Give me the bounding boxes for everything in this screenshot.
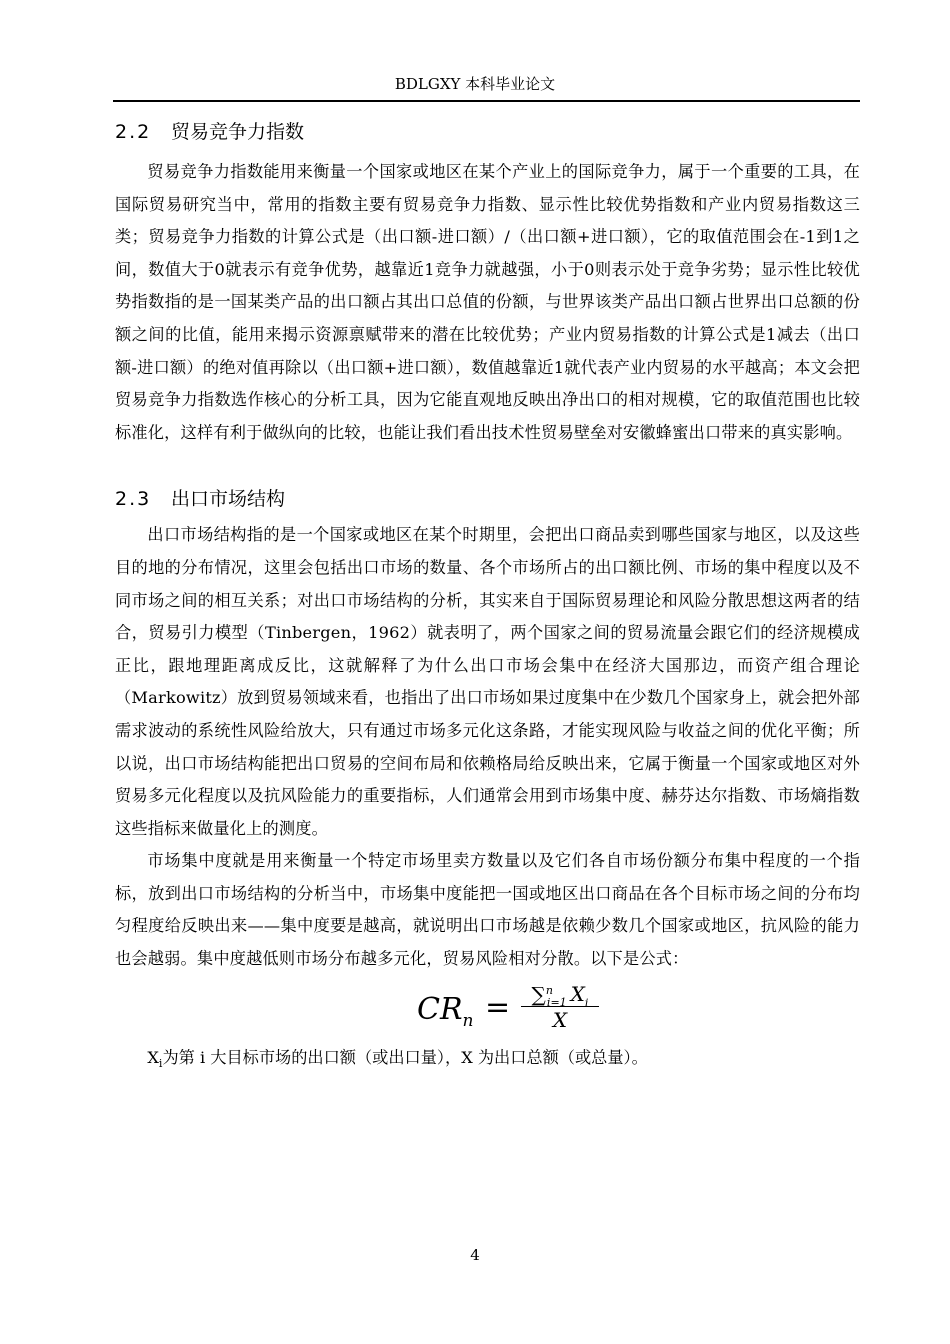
sum-upper-limit: n [545,983,553,997]
body-paragraph: 市场集中度就是用来衡量一个特定市场里卖方数量以及它们各自市场份额分布集中程度的一个指标，放到出口市场结构的分析当中，市场集中度能把一国或地区出口商品在各个目标市场之间的分布均匀程度给反映出来——集中度要是越高，就说明出口市场越是依赖少数几个国家或地区，抗风险的能力也会越弱。集中度越低则市场分布越多元化，贸易风险相对分散。以下是公式： [115,851,860,969]
formula-fraction [519,976,601,1033]
header-rule [113,100,860,102]
page-content [115,118,860,1080]
formula-lhs [417,992,474,1031]
section-title: 贸易竞争力指数 [171,121,305,143]
definition-variable: X [147,1047,159,1067]
sum-term-subscript: i [584,996,589,1010]
formula-equals: = [485,989,511,1025]
section-number: 2.2 [115,121,152,143]
section-number: 2.3 [115,488,152,511]
body-paragraph: 贸易竞争力指数能用来衡量一个国家或地区在某个产业上的国际竞争力，属于一个重要的工具，在国际贸易研究当中，常用的指数主要有贸易竞争力指数、显示性比较优势指数和产业内贸易指数这三类；贸易竞争力指数的计算公式是（出口额-进口额）/（出口额+进口额），它的取值范围会在-1到1之间，数值大于0就表示有竞争优势，越靠近1竞争力就越强，小于0则表示处于竞争劣势；显示性比较优势指数指的是一国某类产品的出口额占其出口总值的份额，与世界该类产品出口额占世界出口总额的份额之间的比值，能用来揭示资源禀赋带来的潜在比较优势；产业内贸易指数的计算公式是1减去（出口额-进口额）的绝对值再除以（出口额+进口额），数值越靠近1就代表产业内贸易的水平越高；本文会把贸易竞争力指数选作核心的分析工具，因为它能直观地反映出净出口的相对规模，它的取值范围也比较标准化，这样有利于做纵向的比较，也能让我们看出技术性贸易壁垒对安徽蜂蜜出口带来的真实影响。 [115,162,860,442]
definition-text: 为第 i 大目标市场的出口额（或出口量），X 为出口总额（或总量）。 [162,1047,648,1067]
sum-term: X [570,982,585,1007]
section-title: 出口市场结构 [171,488,286,511]
concentration-ratio-formula [115,976,860,1042]
formula-lhs-subscript: n [462,1010,474,1031]
formula-lhs-symbol: CR [417,991,463,1027]
definition-variable-subscript: i [158,1056,163,1070]
section-heading [115,485,860,513]
sum-symbol: ∑ [531,982,546,1007]
formula-numerator [519,976,601,1010]
variable-definition [115,1042,860,1080]
page-number: 4 [470,1246,480,1264]
section-2-3 [115,485,860,975]
formula-denominator: X [552,1007,568,1032]
sum-lower-limit: i=1 [546,996,567,1010]
body-paragraph: 出口市场结构指的是一个国家或地区在某个时期里，会把出口商品卖到哪些国家与地区，以及这些目的地的分布情况，这里会包括出口市场的数量、各个市场所占的出口额比例、市场的集中程度以及不同市场之间的相互关系；对出口市场结构的分析，其实来自于国际贸易理论和风险分散思想这两者的结合，贸易引力模型（Tinbergen，1962）就表明了，两个国家之间的贸易流量会跟它们的经济规模成正比，跟地理距离成反比，这就解释了为什么出口市场会集中在经济大国那边，而资产组合理论（Markowitz）放到贸易领域来看，也指出了出口市场如果过度集中在少数几个国家身上，就会把外部需求波动的系统性风险给放大，只有通过市场多元化这条路，才能实现风险与收益之间的优化平衡；所以说，出口市场结构能把出口贸易的空间布局和依赖格局给反映出来，它属于衡量一个国家或地区对外贸易多元化程度以及抗风险能力的重要指标，人们通常会用到市场集中度、赫芬达尔指数、市场熵指数这些指标来做量化上的测度。 [115,525,860,838]
section-heading [115,118,860,146]
section-2-2 [115,118,860,449]
page-header: BDLGXY 本科毕业论文 [394,75,556,93]
